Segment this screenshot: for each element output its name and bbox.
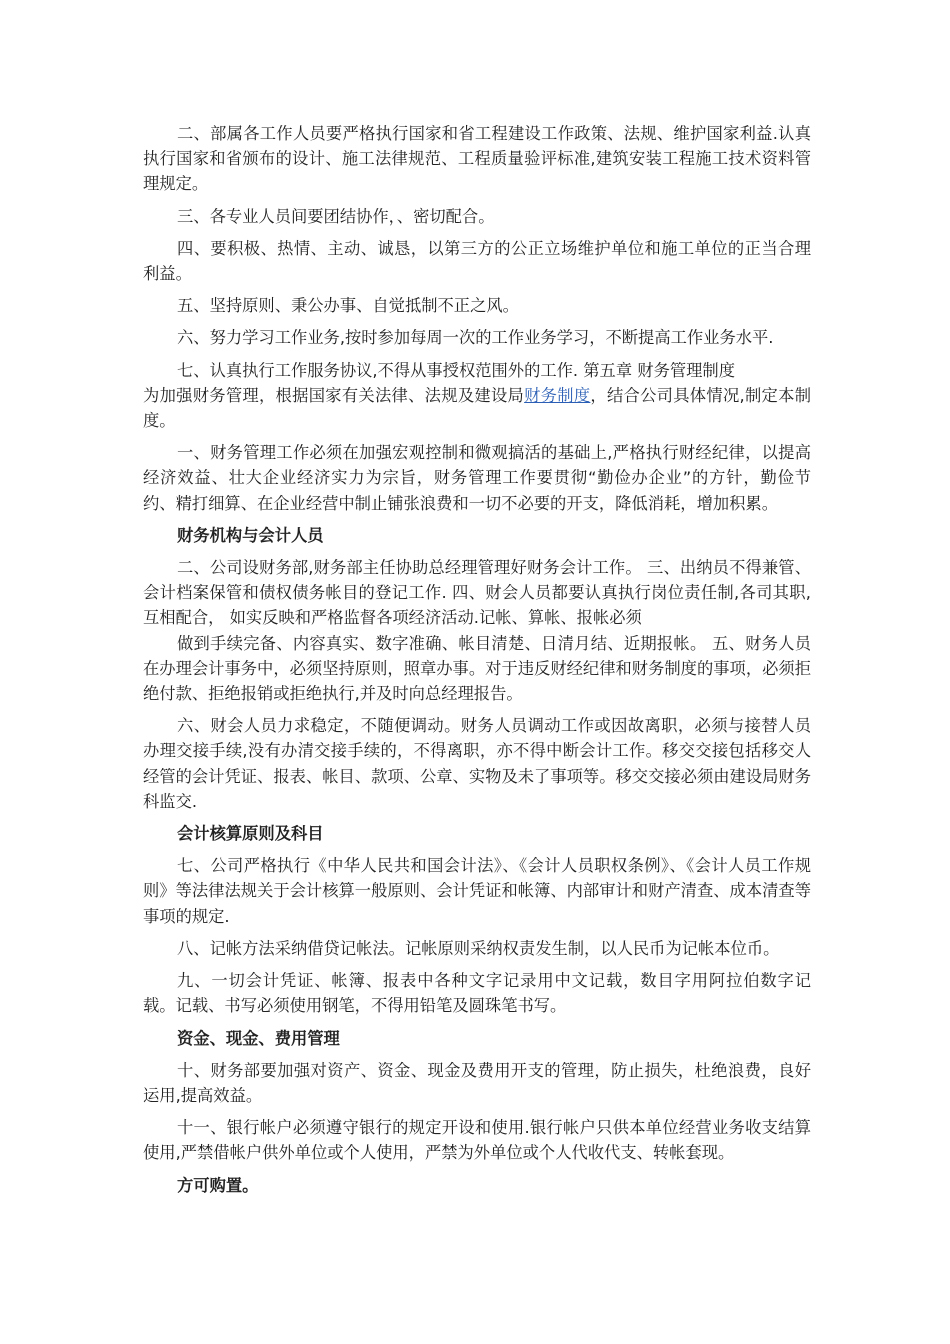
paragraph-finance-intro (143, 383, 811, 433)
paragraph-staff-rule-2: 二、部属各工作人员要严格执行国家和省工程建设工作政策、法规、维护国家利益.认真执行国家和省颁布的设计、施工法律规范、工程质量验评标准,建筑安装工程施工技术资料管理规定。 (143, 124, 811, 194)
section-heading-purchase: 方可购置。 (177, 1175, 259, 1195)
finance-intro-text-after: ，结合公司具体情况,制定本制度。 (143, 385, 811, 431)
paragraph-finance-rule-1: 一、财务管理工作必须在加强宏观控制和微观搞活的基础上,严格执行财经纪律，以提高经济效益、壮大企业经济实力为宗旨，财务管理工作要贯彻“勤俭办企业”的方针，勤俭节约、精打细算、在企业经营中制止铺张浪费和一切不必要的开支，降低消耗，增加积累。 (143, 443, 811, 513)
paragraph-accounting-rule-7: 七、公司严格执行《中华人民共和国会计法》、《会计人员职权条例》、《会计人员工作规则》等法律法规关于会计核算一般原则、会计凭证和帐簿、内部审计和财产清查、成本清查等事项的规定. (143, 856, 811, 926)
paragraph-staff-rule-3: 三、各专业人员间要团结协作，、密切配合。 (177, 206, 495, 226)
paragraph-finance-rule-6: 六、财会人员力求稳定，不随便调动。财务人员调动工作或因故离职，必须与接替人员办理交接手续,没有办清交接手续的，不得离职，亦不得中断会计工作。移交交接包括移交人经管的会计凭证、报表、帐目、款项、公章、实物及未了事项等。移交交接必须由建设局财务科监交. (143, 716, 811, 811)
document-body (143, 121, 811, 1205)
paragraph-staff-rule-7: 七、认真执行工作服务协议,不得从事授权范围外的工作. 第五章 财务管理制度 (177, 360, 735, 380)
finance-system-link[interactable]: 财务制度 (524, 385, 591, 405)
paragraph-staff-rule-5: 五、坚持原则、秉公办事、自觉抵制不正之风。 (177, 296, 519, 316)
paragraph-staff-rule-4: 四、要积极、热情、主动、诚恳，以第三方的公正立场维护单位和施工单位的正当合理利益。 (143, 238, 811, 284)
paragraph-accounting-rule-9: 九、一切会计凭证、帐簿、报表中各种文字记录用中文记载，数目字用阿拉伯数字记载。记载、书写必须使用钢笔，不得用铅笔及圆珠笔书写。 (143, 971, 811, 1016)
section-heading-funds-cash-expenses: 资金、现金、费用管理 (177, 1028, 340, 1048)
paragraph-funds-rule-11: 十一、银行帐户必须遵守银行的规定开设和使用.银行帐户只供本单位经营业务收支结算使用,严禁借帐户供外单位或个人使用，严禁为外单位或个人代收代支、转帐套现。 (143, 1118, 811, 1163)
paragraph-accounting-rule-8: 八、记帐方法采纳借贷记帐法。记帐原则采纳权责发生制，以人民币为记帐本位币。 (177, 938, 780, 958)
paragraph-finance-rule-2-4: 二、公司设财务部,财务部主任协助总经理管理好财务会计工作。 三、出纳员不得兼管、会计档案保管和债权债务帐目的登记工作. 四、财会人员都要认真执行岗位责任制,各司其职,互相配合， 如实反映和严格监督各项经济活动.记帐、算帐、报帐必须 (143, 558, 811, 628)
section-heading-accounting-principles: 会计核算原则及科目 (177, 824, 324, 844)
section-heading-finance-staff: 财务机构与会计人员 (177, 525, 324, 545)
paragraph-funds-rule-10: 十、财务部要加强对资产、资金、现金及费用开支的管理，防止损失，杜绝浪费，良好运用,提高效益。 (143, 1060, 811, 1105)
paragraph-finance-rule-4-5: 做到手续完备、内容真实、数字准确、帐目清楚、日清月结、近期报帐。 五、财务人员在办理会计事务中，必须坚持原则，照章办事。对于违反财经纪律和财务制度的事项，必须拒绝付款、拒绝报销或拒绝执行,并及时向总经理报告。 (143, 633, 811, 704)
finance-intro-text-before: 为加强财务管理，根据国家有关法律、法规及建设局 (143, 385, 525, 405)
paragraph-staff-rule-6: 六、努力学习工作业务,按时参加每周一次的工作业务学习，不断提高工作业务水平. (177, 328, 774, 348)
